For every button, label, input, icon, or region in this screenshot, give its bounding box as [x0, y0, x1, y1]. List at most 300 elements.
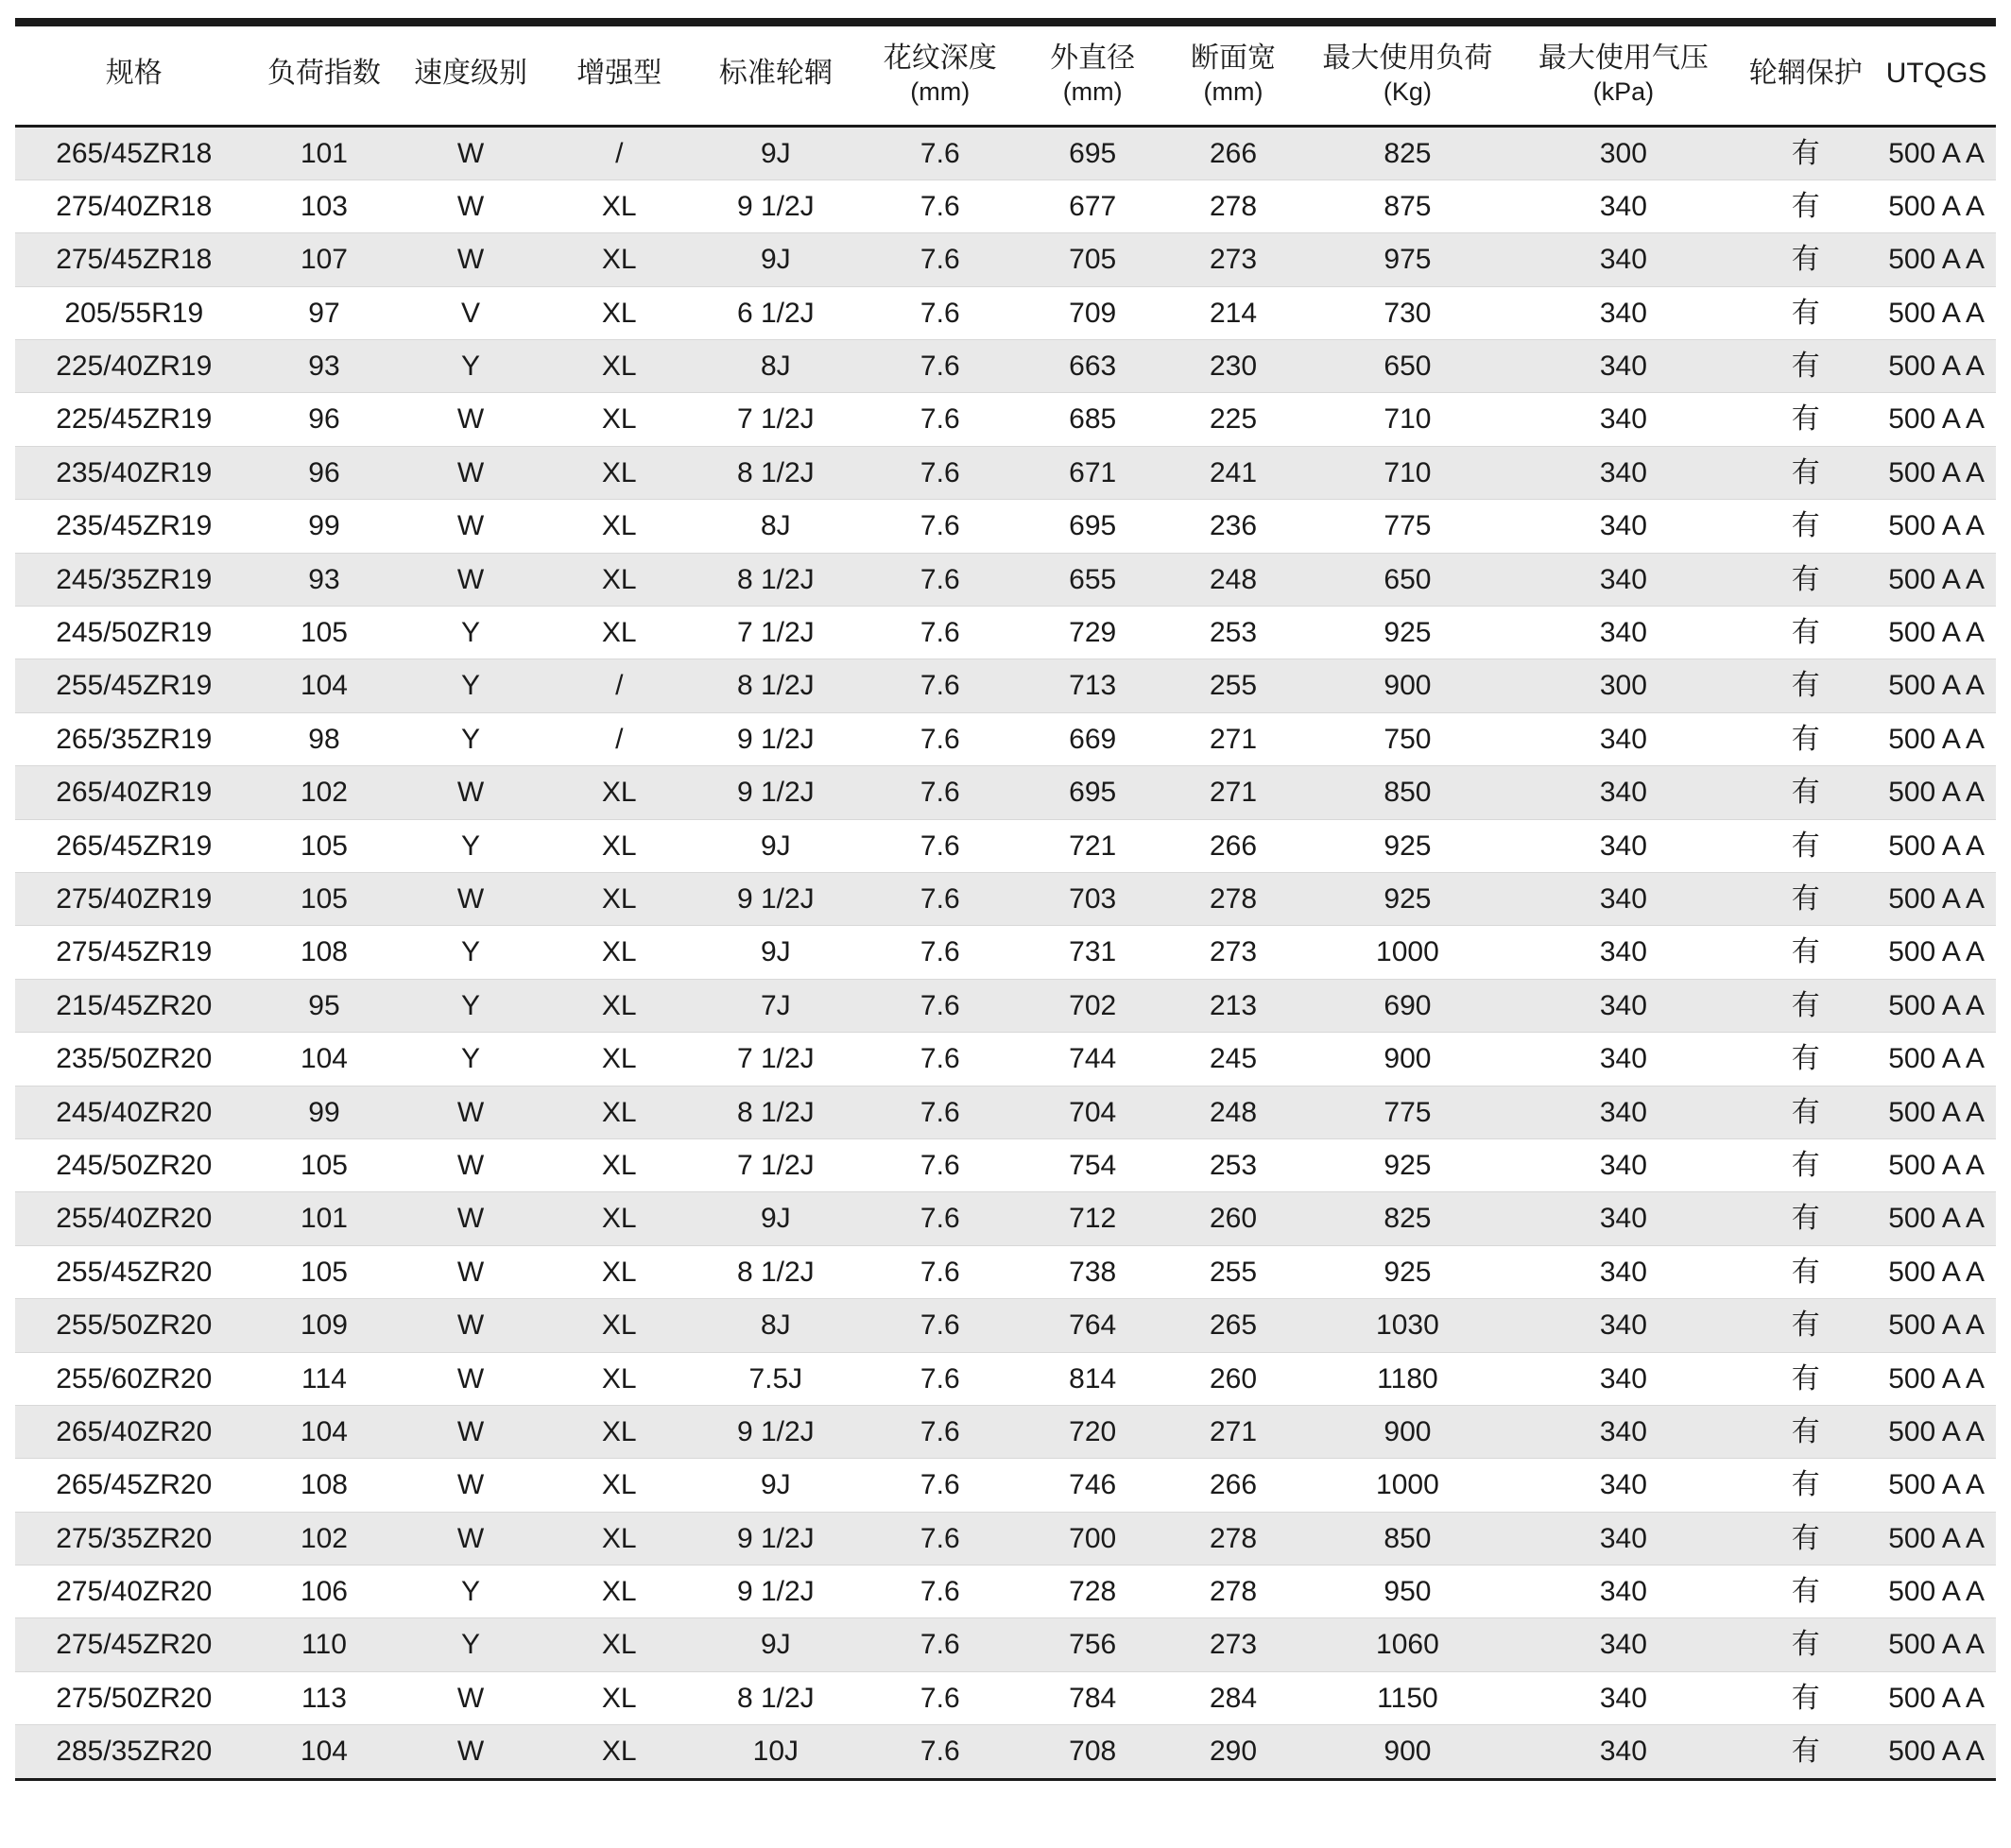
cell-tread-depth: 7.6	[859, 659, 1022, 712]
cell-utqgs: 500 A A	[1877, 979, 1996, 1032]
cell-standard-rim: 9J	[693, 926, 859, 979]
cell-max-pressure: 340	[1513, 1299, 1735, 1352]
cell-tread-depth: 7.6	[859, 1033, 1022, 1086]
cell-max-load: 1000	[1302, 926, 1512, 979]
cell-section-width: 273	[1164, 233, 1303, 286]
table-row	[15, 1299, 1996, 1352]
cell-max-load: 730	[1302, 286, 1512, 339]
cell-size: 265/35ZR19	[15, 712, 253, 765]
column-header-standard-rim-label: 标准轮辋	[718, 58, 833, 90]
cell-speed-rating: W	[395, 446, 545, 499]
cell-max-pressure: 340	[1513, 446, 1735, 499]
cell-tread-depth: 7.6	[859, 1725, 1022, 1778]
cell-tread-depth: 7.6	[859, 1299, 1022, 1352]
cell-reinforced: XL	[546, 979, 693, 1032]
cell-standard-rim: 7 1/2J	[693, 607, 859, 659]
cell-max-pressure: 340	[1513, 979, 1735, 1032]
cell-tread-depth: 7.6	[859, 446, 1022, 499]
cell-rim-protection: 有	[1734, 979, 1877, 1032]
cell-rim-protection: 有	[1734, 1618, 1877, 1671]
cell-speed-rating: W	[395, 1352, 545, 1405]
cell-max-load: 925	[1302, 873, 1512, 926]
table-row	[15, 500, 1996, 553]
cell-max-pressure: 340	[1513, 1725, 1735, 1778]
cell-section-width: 253	[1164, 1138, 1303, 1191]
column-header-size-label: 规格	[105, 58, 163, 90]
cell-max-load: 650	[1302, 553, 1512, 606]
column-header-outer-diameter	[1022, 26, 1164, 126]
table-row	[15, 1033, 1996, 1086]
cell-utqgs: 500 A A	[1877, 1086, 1996, 1138]
cell-max-pressure: 340	[1513, 926, 1735, 979]
cell-size: 265/45ZR20	[15, 1459, 253, 1512]
cell-reinforced: XL	[546, 1405, 693, 1458]
cell-max-load: 1060	[1302, 1618, 1512, 1671]
cell-tread-depth: 7.6	[859, 1618, 1022, 1671]
table-row	[15, 233, 1996, 286]
cell-tread-depth: 7.6	[859, 712, 1022, 765]
cell-section-width: 266	[1164, 126, 1303, 180]
column-header-max-load	[1302, 26, 1512, 126]
cell-load-index: 106	[253, 1566, 396, 1618]
cell-speed-rating: V	[395, 286, 545, 339]
cell-speed-rating: W	[395, 393, 545, 446]
cell-max-pressure: 340	[1513, 819, 1735, 872]
cell-load-index: 113	[253, 1671, 396, 1724]
cell-speed-rating: W	[395, 766, 545, 819]
cell-speed-rating: Y	[395, 659, 545, 712]
cell-speed-rating: Y	[395, 1033, 545, 1086]
cell-standard-rim: 8 1/2J	[693, 1086, 859, 1138]
cell-load-index: 96	[253, 446, 396, 499]
cell-section-width: 284	[1164, 1671, 1303, 1724]
cell-rim-protection: 有	[1734, 500, 1877, 553]
cell-size: 255/60ZR20	[15, 1352, 253, 1405]
cell-speed-rating: Y	[395, 819, 545, 872]
column-header-section-width-label: 断面宽	[1190, 43, 1276, 74]
cell-tread-depth: 7.6	[859, 233, 1022, 286]
cell-section-width: 213	[1164, 979, 1303, 1032]
cell-max-load: 900	[1302, 1725, 1512, 1778]
cell-load-index: 103	[253, 180, 396, 232]
cell-rim-protection: 有	[1734, 819, 1877, 872]
cell-speed-rating: Y	[395, 1566, 545, 1618]
cell-section-width: 271	[1164, 712, 1303, 765]
cell-utqgs: 500 A A	[1877, 926, 1996, 979]
cell-reinforced: XL	[546, 1618, 693, 1671]
column-header-standard-rim	[693, 26, 859, 126]
cell-utqgs: 500 A A	[1877, 712, 1996, 765]
cell-max-load: 775	[1302, 1086, 1512, 1138]
cell-utqgs: 500 A A	[1877, 1618, 1996, 1671]
cell-load-index: 102	[253, 1512, 396, 1565]
cell-speed-rating: W	[395, 1138, 545, 1191]
cell-utqgs: 500 A A	[1877, 1352, 1996, 1405]
cell-outer-diameter: 729	[1022, 607, 1164, 659]
cell-reinforced: XL	[546, 766, 693, 819]
cell-standard-rim: 7 1/2J	[693, 1138, 859, 1191]
cell-outer-diameter: 705	[1022, 233, 1164, 286]
cell-max-pressure: 340	[1513, 553, 1735, 606]
table-row	[15, 1725, 1996, 1778]
cell-size: 245/50ZR20	[15, 1138, 253, 1191]
cell-outer-diameter: 709	[1022, 286, 1164, 339]
cell-standard-rim: 9 1/2J	[693, 180, 859, 232]
cell-tread-depth: 7.6	[859, 340, 1022, 393]
cell-standard-rim: 7 1/2J	[693, 1033, 859, 1086]
table-row	[15, 1405, 1996, 1458]
column-header-max-load-unit: (Kg)	[1383, 77, 1432, 106]
table-row	[15, 1352, 1996, 1405]
cell-section-width: 260	[1164, 1192, 1303, 1245]
cell-max-load: 690	[1302, 979, 1512, 1032]
cell-utqgs: 500 A A	[1877, 1299, 1996, 1352]
cell-size: 205/55R19	[15, 286, 253, 339]
cell-size: 225/40ZR19	[15, 340, 253, 393]
cell-speed-rating: W	[395, 1245, 545, 1298]
cell-tread-depth: 7.6	[859, 607, 1022, 659]
table-row	[15, 712, 1996, 765]
cell-load-index: 93	[253, 340, 396, 393]
cell-size: 275/40ZR19	[15, 873, 253, 926]
cell-max-pressure: 340	[1513, 393, 1735, 446]
cell-max-load: 900	[1302, 1033, 1512, 1086]
column-header-speed-rating	[395, 26, 545, 126]
cell-standard-rim: 8J	[693, 340, 859, 393]
column-header-section-width	[1164, 26, 1303, 126]
cell-utqgs: 500 A A	[1877, 1459, 1996, 1512]
cell-outer-diameter: 720	[1022, 1405, 1164, 1458]
cell-size: 245/50ZR19	[15, 607, 253, 659]
column-header-section-width-unit: (mm)	[1203, 77, 1263, 106]
cell-load-index: 99	[253, 1086, 396, 1138]
cell-outer-diameter: 703	[1022, 873, 1164, 926]
cell-tread-depth: 7.6	[859, 1566, 1022, 1618]
cell-speed-rating: Y	[395, 607, 545, 659]
cell-reinforced: XL	[546, 340, 693, 393]
cell-utqgs: 500 A A	[1877, 1671, 1996, 1724]
cell-speed-rating: W	[395, 126, 545, 180]
cell-reinforced: XL	[546, 1725, 693, 1778]
cell-reinforced: XL	[546, 393, 693, 446]
cell-reinforced: XL	[546, 873, 693, 926]
cell-reinforced: /	[546, 659, 693, 712]
cell-outer-diameter: 655	[1022, 553, 1164, 606]
cell-load-index: 105	[253, 819, 396, 872]
cell-rim-protection: 有	[1734, 1033, 1877, 1086]
cell-speed-rating: Y	[395, 340, 545, 393]
table-row	[15, 1138, 1996, 1191]
cell-max-pressure: 340	[1513, 500, 1735, 553]
cell-max-pressure: 340	[1513, 766, 1735, 819]
cell-max-load: 925	[1302, 1138, 1512, 1191]
cell-load-index: 99	[253, 500, 396, 553]
column-header-size	[15, 26, 253, 126]
cell-speed-rating: W	[395, 180, 545, 232]
cell-max-pressure: 340	[1513, 340, 1735, 393]
cell-load-index: 102	[253, 766, 396, 819]
cell-size: 235/40ZR19	[15, 446, 253, 499]
cell-max-pressure: 340	[1513, 1459, 1735, 1512]
cell-max-load: 1000	[1302, 1459, 1512, 1512]
cell-load-index: 104	[253, 1033, 396, 1086]
cell-rim-protection: 有	[1734, 607, 1877, 659]
cell-standard-rim: 9J	[693, 819, 859, 872]
cell-standard-rim: 9 1/2J	[693, 1566, 859, 1618]
table-top-rule	[15, 17, 1996, 26]
cell-standard-rim: 9J	[693, 1618, 859, 1671]
cell-standard-rim: 9J	[693, 233, 859, 286]
cell-utqgs: 500 A A	[1877, 607, 1996, 659]
cell-load-index: 98	[253, 712, 396, 765]
cell-outer-diameter: 695	[1022, 500, 1164, 553]
cell-utqgs: 500 A A	[1877, 340, 1996, 393]
cell-reinforced: XL	[546, 1671, 693, 1724]
cell-reinforced: XL	[546, 1512, 693, 1565]
cell-load-index: 108	[253, 926, 396, 979]
cell-tread-depth: 7.6	[859, 766, 1022, 819]
cell-outer-diameter: 721	[1022, 819, 1164, 872]
column-header-tread-depth	[859, 26, 1022, 126]
cell-max-load: 850	[1302, 1512, 1512, 1565]
cell-reinforced: XL	[546, 286, 693, 339]
cell-max-pressure: 340	[1513, 1245, 1735, 1298]
cell-speed-rating: W	[395, 1192, 545, 1245]
cell-size: 235/45ZR19	[15, 500, 253, 553]
cell-section-width: 290	[1164, 1725, 1303, 1778]
column-header-tread-depth-unit: (mm)	[910, 77, 971, 106]
cell-load-index: 95	[253, 979, 396, 1032]
cell-max-pressure: 340	[1513, 1405, 1735, 1458]
cell-load-index: 104	[253, 1405, 396, 1458]
cell-max-load: 850	[1302, 766, 1512, 819]
cell-tread-depth: 7.6	[859, 500, 1022, 553]
cell-outer-diameter: 702	[1022, 979, 1164, 1032]
cell-utqgs: 500 A A	[1877, 659, 1996, 712]
cell-rim-protection: 有	[1734, 1671, 1877, 1724]
cell-standard-rim: 9J	[693, 1192, 859, 1245]
cell-rim-protection: 有	[1734, 659, 1877, 712]
cell-tread-depth: 7.6	[859, 1192, 1022, 1245]
cell-reinforced: XL	[546, 1459, 693, 1512]
cell-size: 275/45ZR18	[15, 233, 253, 286]
cell-max-pressure: 300	[1513, 659, 1735, 712]
cell-reinforced: XL	[546, 1192, 693, 1245]
cell-tread-depth: 7.6	[859, 286, 1022, 339]
cell-max-pressure: 340	[1513, 1086, 1735, 1138]
cell-outer-diameter: 663	[1022, 340, 1164, 393]
cell-section-width: 255	[1164, 659, 1303, 712]
cell-tread-depth: 7.6	[859, 979, 1022, 1032]
cell-outer-diameter: 708	[1022, 1725, 1164, 1778]
cell-load-index: 104	[253, 1725, 396, 1778]
cell-max-pressure: 340	[1513, 1138, 1735, 1191]
cell-rim-protection: 有	[1734, 873, 1877, 926]
column-header-outer-diameter-unit: (mm)	[1062, 77, 1123, 106]
cell-section-width: 271	[1164, 1405, 1303, 1458]
cell-rim-protection: 有	[1734, 1299, 1877, 1352]
cell-max-pressure: 340	[1513, 1671, 1735, 1724]
cell-rim-protection: 有	[1734, 393, 1877, 446]
cell-rim-protection: 有	[1734, 1086, 1877, 1138]
column-header-load-index	[253, 26, 396, 126]
cell-max-pressure: 340	[1513, 286, 1735, 339]
cell-speed-rating: W	[395, 1512, 545, 1565]
cell-size: 275/40ZR20	[15, 1566, 253, 1618]
cell-load-index: 107	[253, 233, 396, 286]
cell-max-pressure: 340	[1513, 1512, 1735, 1565]
cell-max-load: 875	[1302, 180, 1512, 232]
cell-tread-depth: 7.6	[859, 819, 1022, 872]
cell-section-width: 248	[1164, 1086, 1303, 1138]
cell-utqgs: 500 A A	[1877, 1566, 1996, 1618]
cell-outer-diameter: 677	[1022, 180, 1164, 232]
table-row	[15, 873, 1996, 926]
cell-speed-rating: Y	[395, 712, 545, 765]
cell-speed-rating: W	[395, 500, 545, 553]
cell-utqgs: 500 A A	[1877, 1512, 1996, 1565]
cell-rim-protection: 有	[1734, 1405, 1877, 1458]
table-header	[15, 17, 1996, 126]
column-header-max-load-label: 最大使用负荷	[1322, 43, 1493, 74]
cell-speed-rating: Y	[395, 926, 545, 979]
table-row	[15, 553, 1996, 606]
cell-max-pressure: 340	[1513, 1352, 1735, 1405]
cell-utqgs: 500 A A	[1877, 1405, 1996, 1458]
cell-size: 245/35ZR19	[15, 553, 253, 606]
cell-reinforced: XL	[546, 1566, 693, 1618]
cell-size: 275/40ZR18	[15, 180, 253, 232]
cell-rim-protection: 有	[1734, 286, 1877, 339]
cell-size: 255/40ZR20	[15, 1192, 253, 1245]
cell-size: 275/50ZR20	[15, 1671, 253, 1724]
cell-section-width: 214	[1164, 286, 1303, 339]
cell-reinforced: XL	[546, 1138, 693, 1191]
cell-reinforced: XL	[546, 1352, 693, 1405]
cell-max-load: 900	[1302, 659, 1512, 712]
cell-max-load: 975	[1302, 233, 1512, 286]
cell-outer-diameter: 671	[1022, 446, 1164, 499]
cell-size: 245/40ZR20	[15, 1086, 253, 1138]
cell-section-width: 260	[1164, 1352, 1303, 1405]
cell-rim-protection: 有	[1734, 1512, 1877, 1565]
column-header-utqgs-label: UTQGS	[1885, 58, 1987, 90]
cell-utqgs: 500 A A	[1877, 1033, 1996, 1086]
cell-section-width: 248	[1164, 553, 1303, 606]
cell-speed-rating: Y	[395, 1618, 545, 1671]
cell-load-index: 110	[253, 1618, 396, 1671]
column-header-outer-diameter-label: 外直径	[1050, 43, 1136, 74]
cell-section-width: 278	[1164, 1566, 1303, 1618]
cell-max-load: 775	[1302, 500, 1512, 553]
table-row	[15, 1618, 1996, 1671]
cell-reinforced: XL	[546, 500, 693, 553]
cell-rim-protection: 有	[1734, 1192, 1877, 1245]
cell-outer-diameter: 746	[1022, 1459, 1164, 1512]
cell-speed-rating: W	[395, 873, 545, 926]
cell-outer-diameter: 685	[1022, 393, 1164, 446]
cell-tread-depth: 7.6	[859, 180, 1022, 232]
column-header-max-pressure-unit: (kPa)	[1592, 77, 1655, 106]
table-row	[15, 1512, 1996, 1565]
cell-size: 215/45ZR20	[15, 979, 253, 1032]
cell-max-pressure: 340	[1513, 873, 1735, 926]
cell-speed-rating: W	[395, 1459, 545, 1512]
cell-rim-protection: 有	[1734, 926, 1877, 979]
cell-utqgs: 500 A A	[1877, 286, 1996, 339]
cell-standard-rim: 9 1/2J	[693, 1512, 859, 1565]
cell-outer-diameter: 731	[1022, 926, 1164, 979]
cell-outer-diameter: 738	[1022, 1245, 1164, 1298]
table-top-rule-row	[15, 17, 1996, 26]
cell-load-index: 105	[253, 1245, 396, 1298]
cell-rim-protection: 有	[1734, 1459, 1877, 1512]
cell-tread-depth: 7.6	[859, 393, 1022, 446]
cell-tread-depth: 7.6	[859, 1352, 1022, 1405]
cell-rim-protection: 有	[1734, 1352, 1877, 1405]
cell-size: 255/50ZR20	[15, 1299, 253, 1352]
cell-standard-rim: 7.5J	[693, 1352, 859, 1405]
cell-standard-rim: 6 1/2J	[693, 286, 859, 339]
cell-outer-diameter: 764	[1022, 1299, 1164, 1352]
cell-utqgs: 500 A A	[1877, 393, 1996, 446]
cell-load-index: 105	[253, 1138, 396, 1191]
cell-reinforced: XL	[546, 1245, 693, 1298]
cell-reinforced: XL	[546, 607, 693, 659]
table-row	[15, 926, 1996, 979]
cell-utqgs: 500 A A	[1877, 446, 1996, 499]
table-row	[15, 446, 1996, 499]
cell-standard-rim: 9 1/2J	[693, 712, 859, 765]
cell-utqgs: 500 A A	[1877, 180, 1996, 232]
table-row	[15, 1459, 1996, 1512]
cell-rim-protection: 有	[1734, 126, 1877, 180]
cell-load-index: 105	[253, 607, 396, 659]
column-header-reinforced-label: 增强型	[576, 58, 662, 90]
column-header-load-index-label: 负荷指数	[266, 58, 381, 90]
cell-tread-depth: 7.6	[859, 126, 1022, 180]
cell-max-pressure: 340	[1513, 180, 1735, 232]
cell-speed-rating: W	[395, 1299, 545, 1352]
cell-max-pressure: 340	[1513, 1618, 1735, 1671]
cell-load-index: 97	[253, 286, 396, 339]
cell-max-load: 650	[1302, 340, 1512, 393]
cell-rim-protection: 有	[1734, 712, 1877, 765]
cell-size: 225/45ZR19	[15, 393, 253, 446]
cell-tread-depth: 7.6	[859, 873, 1022, 926]
cell-outer-diameter: 700	[1022, 1512, 1164, 1565]
cell-max-load: 710	[1302, 446, 1512, 499]
cell-speed-rating: W	[395, 1405, 545, 1458]
cell-standard-rim: 8 1/2J	[693, 1671, 859, 1724]
cell-standard-rim: 7 1/2J	[693, 393, 859, 446]
cell-section-width: 271	[1164, 766, 1303, 819]
cell-reinforced: XL	[546, 180, 693, 232]
cell-rim-protection: 有	[1734, 553, 1877, 606]
cell-outer-diameter: 712	[1022, 1192, 1164, 1245]
cell-standard-rim: 9 1/2J	[693, 873, 859, 926]
column-header-rim-protection	[1734, 26, 1877, 126]
cell-standard-rim: 9J	[693, 126, 859, 180]
cell-size: 265/40ZR19	[15, 766, 253, 819]
cell-rim-protection: 有	[1734, 446, 1877, 499]
tire-spec-table	[15, 17, 1996, 1778]
cell-max-pressure: 340	[1513, 233, 1735, 286]
cell-tread-depth: 7.6	[859, 1405, 1022, 1458]
table-body	[15, 126, 1996, 1778]
cell-load-index: 109	[253, 1299, 396, 1352]
cell-reinforced: XL	[546, 233, 693, 286]
